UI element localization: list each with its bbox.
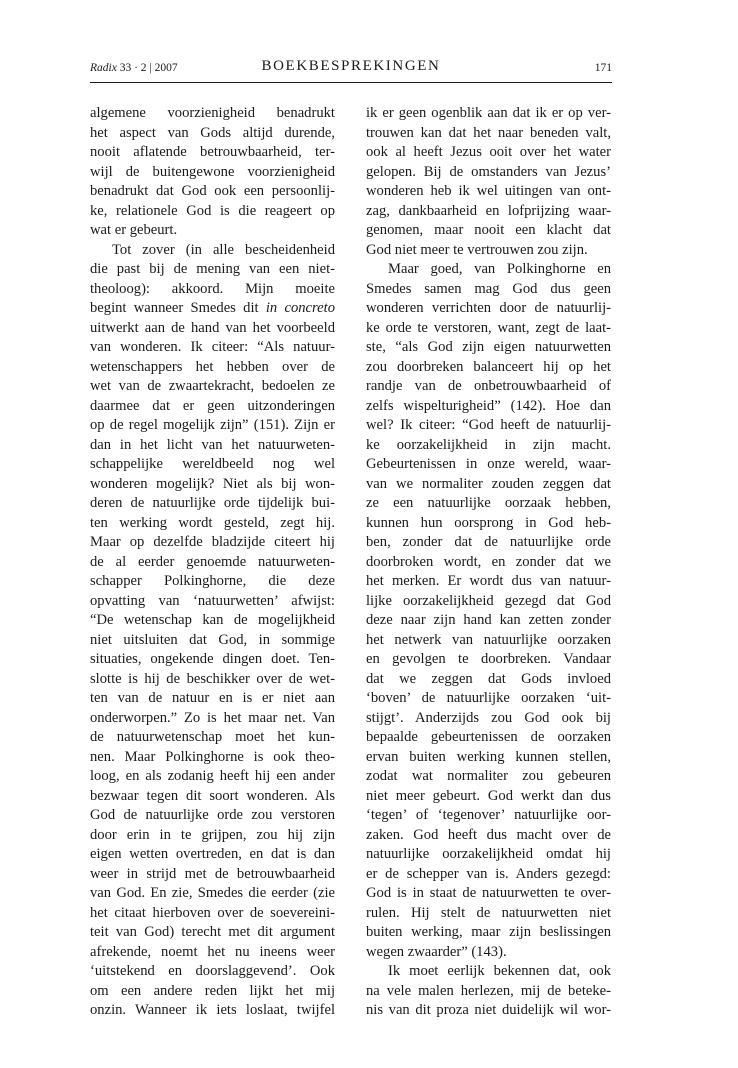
text-line: daarmee dat er geen uitzonderingen <box>90 397 335 414</box>
text-line: doorbroken wordt, en zonder dat we <box>366 553 611 570</box>
text-line: Gebeurtenissen in onze wereld, waar- <box>366 456 611 472</box>
text-line: begint wanneer Smedes dit in concreto <box>90 300 335 316</box>
text-line: genomen, maar nooit een klacht dat <box>366 222 611 238</box>
text-line: Maar op dezelfde bladzijde citeert hij <box>90 534 335 550</box>
text-line: afrekende, noemt het nu ineens weer <box>90 943 335 960</box>
page-number: 171 <box>594 62 612 74</box>
text-line: wegen zwaarder” (143). <box>366 943 507 960</box>
text-line: nis van dit proza niet duidelijk wil wor- <box>366 1002 611 1018</box>
text-line: buiten werking, maar zijn beslissingen <box>366 924 611 940</box>
text-line: eigen wetten overtreden, en dat is dan <box>90 846 335 862</box>
text-line: schapper Polkinghorne, die deze <box>90 573 335 589</box>
text-line: zag, dankbaarheid en lofprijzing waar- <box>366 202 611 219</box>
text-line: opvatting van ‘natuurwetten’ afwijst: <box>90 592 335 609</box>
text-line: Smedes samen mag God dus geen <box>366 280 611 297</box>
text-line: wetenschappers het hebben over de <box>90 358 335 375</box>
text-line: ze een natuurlijke oorzaak hebben, <box>366 495 611 511</box>
text-line: “De wetenschap kan de mogelijkheid <box>90 612 335 628</box>
text-line: wel? Ik citeer: “God heeft de natuurlij- <box>366 417 611 433</box>
text-line: situaties, ongekende dingen doet. Ten- <box>90 651 335 667</box>
text-line: weer in strijd met de betrouwbaarheid <box>90 865 335 882</box>
section-title: BOEKBESPREKINGEN <box>261 58 441 74</box>
text-line: zodat wat normaliter zou gebeuren <box>366 768 611 784</box>
text-line: bezwaar tegen dit soort wonderen. Als <box>90 787 335 804</box>
text-line: niet uitsluiten dat God, in sommige <box>90 631 335 648</box>
text-line: onderworpen.” Zo is het maar net. Van <box>90 709 335 726</box>
text-line: benadrukt dat God ook een persoonlij- <box>90 183 335 199</box>
text-line: gelopen. Bij de omstanders van Jezus’ <box>366 163 611 180</box>
text-line: zaken. God heeft dus macht over de <box>366 826 611 843</box>
text-line: theoloog): akkoord. Mijn moeite <box>90 280 335 297</box>
text-line: randje van de onbetrouwbaarheid of <box>366 378 611 394</box>
text-line: wet van de zwaartekracht, bedoelen ze <box>90 378 335 394</box>
text-line: het aspect van Gods altijd durende, <box>90 124 335 141</box>
text-line: ten werking wordt gesteld, zegt hij. <box>90 514 335 531</box>
text-line: ik er geen ogenblik aan dat ik er op ver- <box>366 105 611 121</box>
text-line: ook al heeft Jezus ooit over het water <box>366 144 611 160</box>
text-line: rulen. Hij stelt de natuurwetten niet <box>366 904 611 921</box>
text-line: van God. En zie, Smedes die eerder (zie <box>90 885 335 901</box>
text-line: natuurlijke oorzakelijkheid omdat hij <box>366 846 611 862</box>
text-line: door erin in te grijpen, zou hij zijn <box>90 826 335 843</box>
text-line: God niet meer te vertrouwen zou zijn. <box>366 241 588 258</box>
text-line: ten van de natuur en is er niet aan <box>90 690 335 706</box>
text-line: zelfs wispelturigheid” (142). Hoe dan <box>366 397 611 414</box>
text-line: het citaat hierboven over de soevereini- <box>90 904 335 921</box>
text-line: nen. Maar Polkinghorne is ook theo- <box>90 748 335 765</box>
text-line: deren de natuurlijke orde tijdelijk bui- <box>90 495 335 511</box>
text-line: van wonderen. Ik citeer: “Als natuur- <box>90 339 335 355</box>
text-line: onzin. Wanneer ik iets loslaat, twijfel <box>90 1002 335 1018</box>
text-line: om een andere reden lijkt het mij <box>90 982 335 999</box>
text-line: ben, zonder dat de natuurlijke orde <box>366 534 611 550</box>
text-line: uitwerkt aan de hand van het voorbeeld <box>90 319 335 336</box>
text-line: dan in het licht van het natuurweten- <box>90 436 335 453</box>
text-line: ‘boven’ de natuurlijke oorzaken ‘uit- <box>366 690 611 706</box>
text-line: God de natuurlijke orde zou verstoren <box>90 807 335 823</box>
text-line: ervan buiten werking kunnen stellen, <box>366 748 611 765</box>
text-line: deze naar zijn hand kan zetten zonder <box>366 612 611 628</box>
text-line: trouwen kan dat het naar beneden valt, <box>366 124 611 141</box>
text-line: na vele malen herlezen, mij de beteke- <box>366 982 611 999</box>
text-line: slotte is hij de beschikker over de wet- <box>90 670 335 687</box>
text-line: dat we zeggen dat Gods invloed <box>366 670 611 687</box>
text-line: ‘tegen’ of ‘tegenover’ natuurlijke oor- <box>366 807 611 823</box>
text-line: Tot zover (in alle bescheidenheid <box>112 241 335 258</box>
text-line: stijgt’. Anderzijds zou God ook bij <box>366 709 611 726</box>
text-line: er de schepper van is. Anders gezegd: <box>366 865 611 882</box>
text-line: die past bij de mening van een niet- <box>90 261 335 277</box>
text-line: wonderen mogelijk? Niet als bij won- <box>90 475 335 492</box>
text-line: ste, “als God zijn eigen natuurwetten <box>366 339 611 355</box>
text-line: ‘uitstekend en doorslaggevend’. Ook <box>90 963 335 979</box>
text-line: het netwerk van natuurlijke oorzaken <box>366 631 611 648</box>
running-header <box>90 58 612 83</box>
text-line: God is in staat de natuurwetten te over- <box>366 885 611 901</box>
text-line: wijl de buitengewone voorzienigheid <box>90 163 335 180</box>
text-line: ke oorzakelijkheid in zijn macht. <box>366 436 611 453</box>
text-line: teit van God) terecht met dit argument <box>90 924 335 940</box>
text-line: wonderen verrichten door de natuurlij- <box>366 300 611 316</box>
text-line: loog, en als zodanig heeft hij een ander <box>90 768 335 784</box>
left-text-column <box>90 104 335 1021</box>
text-line: het merken. Er wordt dus van natuur- <box>366 573 611 589</box>
text-line: wonderen heb ik wel uitingen van ont- <box>366 183 611 199</box>
text-line: zou doorbreken balanceert hij op het <box>366 358 611 375</box>
text-line: algemene voorzienigheid benadrukt <box>90 105 335 121</box>
text-line: wat er gebeurt. <box>90 222 178 238</box>
text-line: de al eerder genoemde natuurweten- <box>90 553 335 570</box>
journal-name: Radix <box>90 62 117 74</box>
text-line: en gevolgen te doorbreken. Vandaar <box>366 651 611 667</box>
right-text-column <box>366 104 611 1021</box>
text-line: kunnen hun oorsprong in God heb- <box>366 514 611 531</box>
text-line: de natuurwetenschap moet het kun- <box>90 729 335 745</box>
text-line: Ik moet eerlijk bekennen dat, ook <box>388 963 611 979</box>
text-line: op de regel mogelijk zijn” (151). Zijn er <box>90 417 335 433</box>
text-line: van we normaliter zouden zeggen dat <box>366 475 611 492</box>
text-line: ke orde te verstoren, want, zegt de laat- <box>366 319 611 336</box>
text-line: bepaalde gebeurtenissen de oorzaken <box>366 729 611 745</box>
text-line: ke, relationele God is die reageert op <box>90 202 335 219</box>
text-line: niet meer gebeurt. God werkt dan dus <box>366 787 611 804</box>
text-line: lijke oorzakelijkheid gezegd dat God <box>366 592 611 609</box>
text-line: nooit aflatende betrouwbaarheid, ter- <box>90 144 335 160</box>
text-line: schappelijke wereldbeeld nog wel <box>90 456 335 472</box>
text-line: Maar goed, van Polkinghorne en <box>388 261 611 277</box>
journal-issue: 33 · 2 | 2007 <box>119 62 178 74</box>
